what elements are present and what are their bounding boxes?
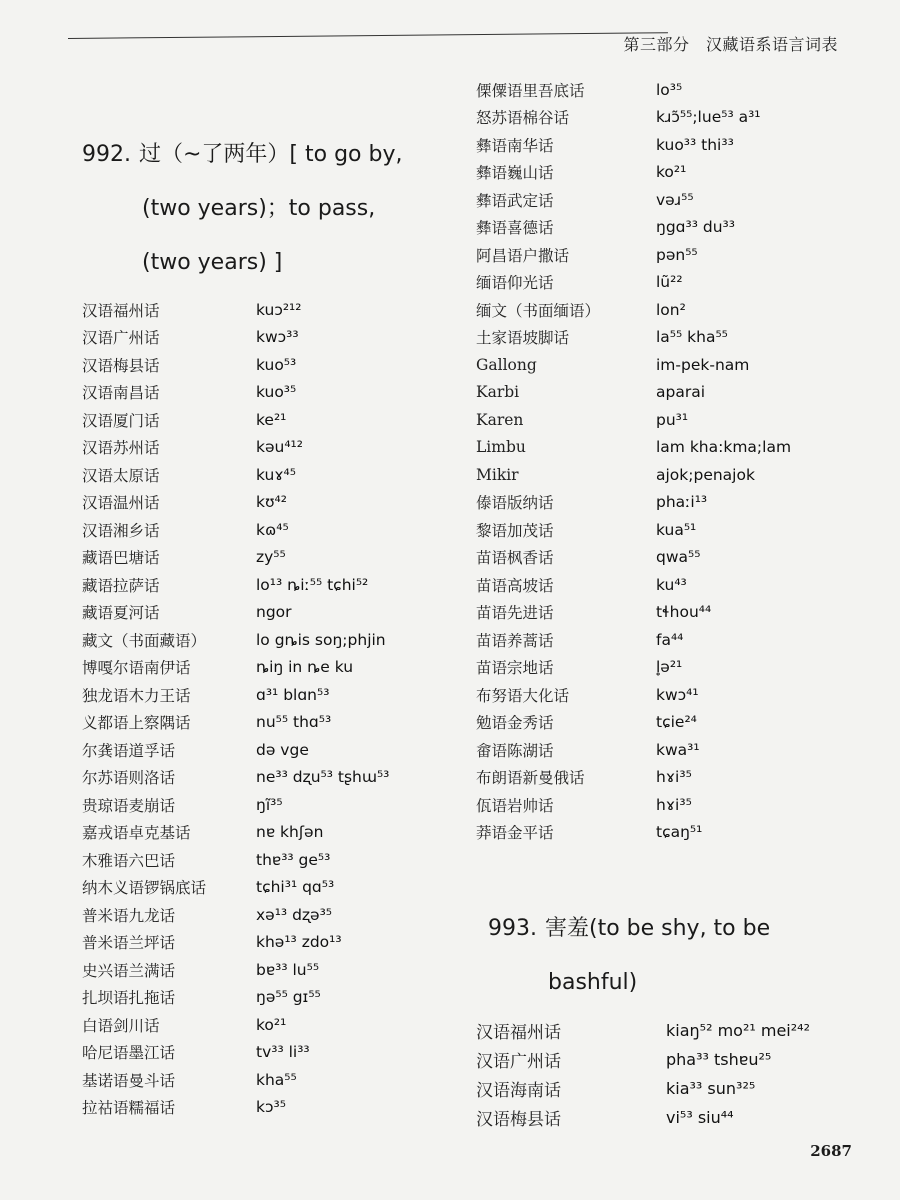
entry-993-title-line-2: bashful) [548,970,638,995]
language-name: 苗语宗地话 [476,659,554,678]
word-form: tɕie²⁴ [656,713,697,732]
word-form: ŋĩ³⁵ [256,795,283,814]
language-name: 彝语武定话 [476,191,554,210]
language-name: 史兴语兰满话 [82,961,176,980]
word-row [82,544,452,572]
language-name: Karbi [476,383,520,402]
word-row [476,764,876,792]
language-name: 汉语广州话 [82,329,160,348]
right-column [476,76,876,1132]
word-row [82,764,452,792]
word-row [82,819,452,847]
word-row [476,571,876,599]
language-name: 汉语广州话 [476,1052,561,1072]
language-name: 义都语上察隅话 [82,714,191,733]
entry-992-title-line-2: (two years)；to pass, [142,196,376,221]
word-form: kuo³³ thi³³ [656,135,734,154]
word-form: pu³¹ [656,410,689,429]
entry-992-title-line-1: 过（~了两年）[ to go by, [138,142,403,167]
header-rule [68,32,668,39]
word-row [476,296,876,324]
entry-992-number: 992. [82,142,131,167]
word-form: lo³⁵ [656,80,683,99]
language-name: 普米语九龙话 [82,906,176,925]
word-row [476,269,876,297]
word-form: kɹɔ̃⁵⁵;lue⁵³ a³¹ [656,108,761,127]
word-form: vi⁵³ siu⁴⁴ [666,1108,734,1127]
language-name: 拉祜语糯福话 [82,1099,176,1118]
word-row [82,709,452,737]
word-form: qwa⁵⁵ [656,548,701,567]
language-name: 木雅语六巴话 [82,851,176,870]
language-name: 白语剑川话 [82,1016,160,1035]
language-name: 阿昌语户撒话 [476,246,570,265]
word-form: kʊ⁴² [256,493,287,512]
language-name: 汉语温州话 [82,494,160,513]
word-row [82,956,452,984]
word-row [82,571,452,599]
language-name: 藏语拉萨话 [82,576,160,595]
entry-993-title-line-1: 害羞(to be shy, to be [544,916,771,941]
word-form: nu⁵⁵ thɑ⁵³ [256,713,332,732]
word-row [476,186,876,214]
word-row [476,159,876,187]
language-name: 汉语梅县话 [476,1110,561,1130]
left-column [82,128,452,1121]
entry-992-word-list-continued [476,76,876,846]
word-form: ko²¹ [656,163,687,182]
word-form: tv³³ li³³ [256,1043,310,1062]
word-form: ŋgɑ³³ du³³ [656,218,735,237]
language-name: 哈尼语墨江话 [82,1044,176,1063]
word-form: lon² [656,300,686,319]
language-name: 怒苏语棉谷话 [476,109,570,128]
language-name: 勉语金秀话 [476,714,554,733]
word-row [82,874,452,902]
word-row [82,461,452,489]
word-form: kuɔ²¹² [256,300,302,319]
word-row [82,351,452,379]
word-form: hɤi³⁵ [656,768,692,787]
language-name: 汉语梅县话 [82,356,160,375]
language-name: 藏语巴塘话 [82,549,160,568]
word-form: tɕaŋ⁵¹ [656,823,703,842]
language-name: 莽语金平话 [476,824,554,843]
word-form: pha³³ tshɐu²⁵ [666,1050,772,1069]
word-row [476,489,876,517]
word-form: la⁵⁵ kha⁵⁵ [656,328,728,347]
word-form: aparai [656,383,706,402]
word-form: fa⁴⁴ [656,630,684,649]
word-row [476,241,876,269]
word-row [82,379,452,407]
language-name: 彝语喜德话 [476,219,554,238]
word-row [82,736,452,764]
entry-992-word-list [82,296,452,1121]
word-row [476,819,876,847]
entry-992-title-line-3: (two years) ] [142,250,283,275]
word-row [476,654,876,682]
word-form: kuɤ⁴⁵ [256,465,296,484]
language-name: 苗语高坡话 [476,576,554,595]
word-form: ngor [256,603,292,622]
language-name: 基诺语曼斗话 [82,1071,176,1090]
word-row [82,599,452,627]
language-name: 普米语兰坪话 [82,934,176,953]
word-form: pən⁵⁵ [656,245,698,264]
word-row [82,516,452,544]
language-name: Gallong [476,355,537,374]
language-name: 汉语太原话 [82,466,160,485]
word-row [476,736,876,764]
entry-993-word-list [476,1016,876,1132]
word-row [82,654,452,682]
word-form: vəɹ⁵⁵ [656,190,694,209]
word-form: kɔ³⁵ [256,1098,286,1117]
language-name: 汉语南昌话 [82,384,160,403]
language-name: 土家语坡脚话 [476,329,570,348]
language-name: 尔苏语则洛话 [82,769,176,788]
word-form: bɐ³³ lu⁵⁵ [256,960,320,979]
word-row [476,461,876,489]
word-row [476,214,876,242]
word-row [476,434,876,462]
language-name: 傣语版纳话 [476,494,554,513]
language-name: 傈僳语里吾底话 [476,81,585,100]
entry-992-title [82,128,452,290]
word-row [476,379,876,407]
language-name: 扎坝语扎拖话 [82,989,176,1008]
entry-993 [476,902,876,1132]
word-form: im-pek-nam [656,355,750,374]
language-name: Karen [476,410,524,429]
word-row [476,626,876,654]
word-form: lũ²² [656,273,683,292]
word-form: l̥ə²¹ [656,658,683,677]
language-name: 畲语陈湖话 [476,741,554,760]
word-row [82,846,452,874]
language-name: 藏语夏河话 [82,604,160,623]
language-name: 藏文（书面藏语） [82,631,207,650]
word-row [82,929,452,957]
word-form: khə¹³ zdo¹³ [256,933,342,952]
language-name: 汉语福州话 [82,301,160,320]
language-name: 嘉戎语卓克基话 [82,824,191,843]
word-form: kuo⁵³ [256,355,297,374]
word-row [476,1103,876,1132]
language-name: 苗语先进话 [476,604,554,623]
word-row [476,324,876,352]
language-name: 缅文（书面缅语） [476,301,601,320]
word-form: kia³³ sun³²⁵ [666,1079,756,1098]
language-name: 布努语大化话 [476,686,570,705]
word-form: thɐ³³ ge⁵³ [256,850,331,869]
word-row [476,1016,876,1045]
language-name: 缅语仰光话 [476,274,554,293]
word-row [82,1011,452,1039]
word-row [82,984,452,1012]
word-form: lam kha:kma;lam [656,438,792,457]
word-form: tɕhi³¹ qɑ⁵³ [256,878,335,897]
language-name: 贵琼语麦崩话 [82,796,176,815]
running-header: 第三部分 汉藏语系语言词表 [623,35,838,54]
word-form: kua⁵¹ [656,520,697,539]
word-row [82,489,452,517]
word-form: kɷ⁴⁵ [256,520,289,539]
word-row [82,901,452,929]
word-row [476,516,876,544]
language-name: 苗语养蒿话 [476,631,554,650]
language-name: 布朗语新曼俄话 [476,769,585,788]
word-row [476,599,876,627]
word-form: ajok;penajok [656,465,755,484]
language-name: 彝语南华话 [476,136,554,155]
entry-993-number: 993. [488,916,537,941]
language-name: 汉语福州话 [476,1023,561,1043]
word-row [476,104,876,132]
word-row [82,324,452,352]
language-name: Limbu [476,438,526,457]
word-form: zy⁵⁵ [256,548,286,567]
language-name: 苗语枫香话 [476,549,554,568]
word-form: ȵiŋ in ȵe ku [256,658,354,677]
language-name: 博嘎尔语南伊话 [82,659,191,678]
language-name: 汉语海南话 [476,1081,561,1101]
word-row [82,791,452,819]
language-name: 独龙语木力王话 [82,686,191,705]
word-form: kiaŋ⁵² mo²¹ mei²⁴² [666,1021,810,1040]
word-row [476,1045,876,1074]
word-form: phaːi¹³ [656,493,708,512]
word-row [82,626,452,654]
language-name: 汉语苏州话 [82,439,160,458]
word-row [476,351,876,379]
word-row [476,791,876,819]
word-form: ne³³ dʐu⁵³ tʂhɯ⁵³ [256,768,390,787]
language-name: 汉语厦门话 [82,411,160,430]
word-row [82,406,452,434]
word-row [476,131,876,159]
word-form: kəu⁴¹² [256,438,303,457]
word-row [82,296,452,324]
word-row [82,681,452,709]
word-form: kwa³¹ [656,740,700,759]
language-name: 纳木义语锣锅底话 [82,879,207,898]
word-form: ku⁴³ [656,575,687,594]
word-form: kwɔ³³ [256,328,299,347]
word-form: ko²¹ [256,1015,287,1034]
word-form: kwɔ⁴¹ [656,685,699,704]
word-row [476,709,876,737]
page-number: 2687 [810,1142,852,1160]
word-row [476,1074,876,1103]
word-row [476,544,876,572]
word-row [82,1039,452,1067]
word-form: nɐ khʃən [256,823,324,842]
word-row [82,1066,452,1094]
word-form: kha⁵⁵ [256,1070,297,1089]
language-name: 彝语巍山话 [476,164,554,183]
word-row [476,406,876,434]
word-form: ɑ³¹ blɑn⁵³ [256,685,330,704]
word-form: xə¹³ dʐə³⁵ [256,905,333,924]
word-form: lo¹³ ȵiː⁵⁵ tɕhi⁵² [256,575,369,594]
word-row [82,434,452,462]
language-name: 佤语岩帅话 [476,796,554,815]
language-name: 尔龚语道孚话 [82,741,176,760]
word-row [476,681,876,709]
word-form: lo gȵis soŋ;phjin [256,630,386,649]
word-form: kuo³⁵ [256,383,297,402]
word-form: də vge [256,740,309,759]
word-row [82,1094,452,1122]
language-name: 汉语湘乡话 [82,521,160,540]
word-form: tɬhou⁴⁴ [656,603,712,622]
language-name: Mikir [476,465,519,484]
word-form: hɤi³⁵ [656,795,692,814]
entry-993-title [488,902,876,1010]
language-name: 黎语加茂话 [476,521,554,540]
word-form: ŋə⁵⁵ gɪ⁵⁵ [256,988,321,1007]
word-form: ke²¹ [256,410,287,429]
word-row [476,76,876,104]
